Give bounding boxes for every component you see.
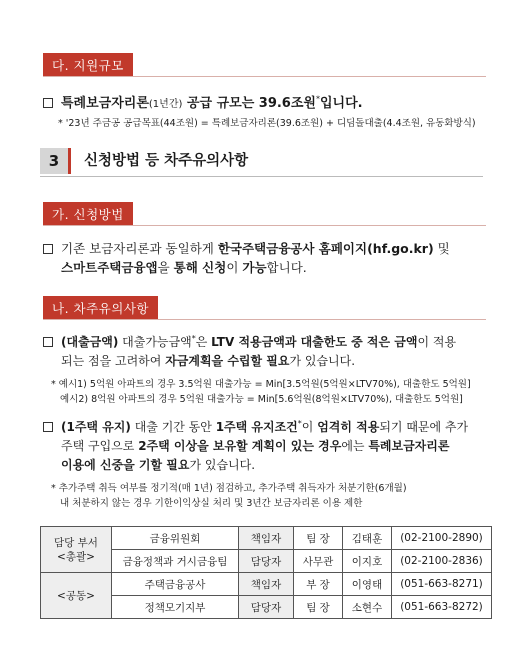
- section-3-accent: [68, 148, 71, 174]
- contact-person: 이지호: [343, 550, 392, 573]
- contact-dept: 주택금융공사: [112, 573, 239, 596]
- section-na-rule: [43, 319, 486, 320]
- contact-role: 담당자: [239, 596, 294, 619]
- table-row: [41, 527, 492, 550]
- na-example1: * 예시1) 5억원 아파트의 경우 3.5억원 대출가능 = Min[3.5억원(5억원×LTV70%), 대출한도 5억원]: [51, 379, 471, 390]
- na-note1: * 추가주택 취득 여부를 정기적(매 1년) 점검하고, 추가주택 취득자가 처분기한(6개월): [51, 483, 407, 494]
- contact-person: 이영태: [343, 573, 392, 596]
- contact-title: 팀 장: [294, 527, 343, 550]
- section-da-note: * '23년 주금공 공급목표(44조원) = 특례보금자리론(39.6조원) + 디딤돌대출(4.4조원, 유동화방식): [58, 118, 476, 129]
- contact-group2-cell: <공동>: [41, 573, 112, 619]
- section-3-header: [40, 148, 483, 174]
- contact-phone: (02-2100-2890): [392, 527, 492, 550]
- section-ga-line2: 스마트주택금융앱을 통해 신청이 가능합니다.: [61, 260, 307, 275]
- contact-role: 책임자: [239, 573, 294, 596]
- contact-phone: (051-663-8271): [392, 573, 492, 596]
- na-p1-line1: (대출금액) 대출가능금액*은 LTV 적용금액과 대출한도 중 적은 금액이 적용: [43, 333, 456, 350]
- contact-person: 김태훈: [343, 527, 392, 550]
- na-example2: 예시2) 8억원 아파트의 경우 5억원 대출가능 = Min[5.6억원(8억원×LTV70%), 대출한도 5억원]: [60, 394, 463, 405]
- section-ga-rule: [43, 225, 486, 226]
- contact-title: 팀 장: [294, 596, 343, 619]
- checkbox-square-icon: [43, 98, 53, 108]
- contact-phone: (051-663-8272): [392, 596, 492, 619]
- section-da-label: 다. 지원규모: [43, 53, 133, 77]
- section-na-label: 나. 차주유의사항: [43, 296, 158, 320]
- section-da-bullet: 특례보금자리론(1년간) 공급 규모는 39.6조원*입니다.: [43, 92, 363, 111]
- contact-group1-name-line1: 담당 부서: [54, 536, 98, 549]
- contact-table: [40, 526, 492, 619]
- section-ga-label: 가. 신청방법: [43, 202, 133, 226]
- na-p2-line3: 이용에 신중을 기할 필요가 있습니다.: [61, 458, 256, 472]
- section-ga-line1: 기존 보금자리론과 동일하게 한국주택금융공사 홈페이지(hf.go.kr) 및: [43, 239, 450, 257]
- contact-role: 담당자: [239, 550, 294, 573]
- checkbox-square-icon: [43, 422, 53, 432]
- contact-role: 책임자: [239, 527, 294, 550]
- contact-phone: (02-2100-2836): [392, 550, 492, 573]
- section-3-title: 신청방법 등 차주유의사항: [84, 153, 249, 169]
- contact-person: 소현수: [343, 596, 392, 619]
- checkbox-square-icon: [43, 244, 53, 254]
- contact-group1-cell: [41, 527, 112, 573]
- contact-group1-name-line2: <총괄>: [57, 550, 95, 563]
- table-row: [41, 573, 492, 596]
- na-p1-line2: 되는 점을 고려하여 자금계획을 수립할 필요가 있습니다.: [61, 354, 356, 368]
- contact-dept: 정책모기지부: [112, 596, 239, 619]
- contact-title: 부 장: [294, 573, 343, 596]
- na-p2-line1: (1주택 유지) 대출 기간 동안 1주택 유지조건*이 엄격히 적용되기 때문에 추가: [43, 418, 468, 435]
- contact-dept: 금융위원회: [112, 527, 239, 550]
- na-note2: 내 처분하지 않는 경우 기한이익상실 처리 및 3년간 보금자리론 이용 제한: [60, 498, 363, 509]
- checkbox-square-icon: [43, 337, 53, 347]
- section-da-rule: [43, 76, 486, 77]
- contact-dept: 금융정책과 거시금융팀: [112, 550, 239, 573]
- na-p2-line2: 주택 구입으로 2주택 이상을 보유할 계획이 있는 경우에는 특례보금자리론: [61, 439, 450, 453]
- contact-title: 사무관: [294, 550, 343, 573]
- section-3-number: 3: [40, 148, 68, 174]
- section-3-rule: [40, 176, 483, 177]
